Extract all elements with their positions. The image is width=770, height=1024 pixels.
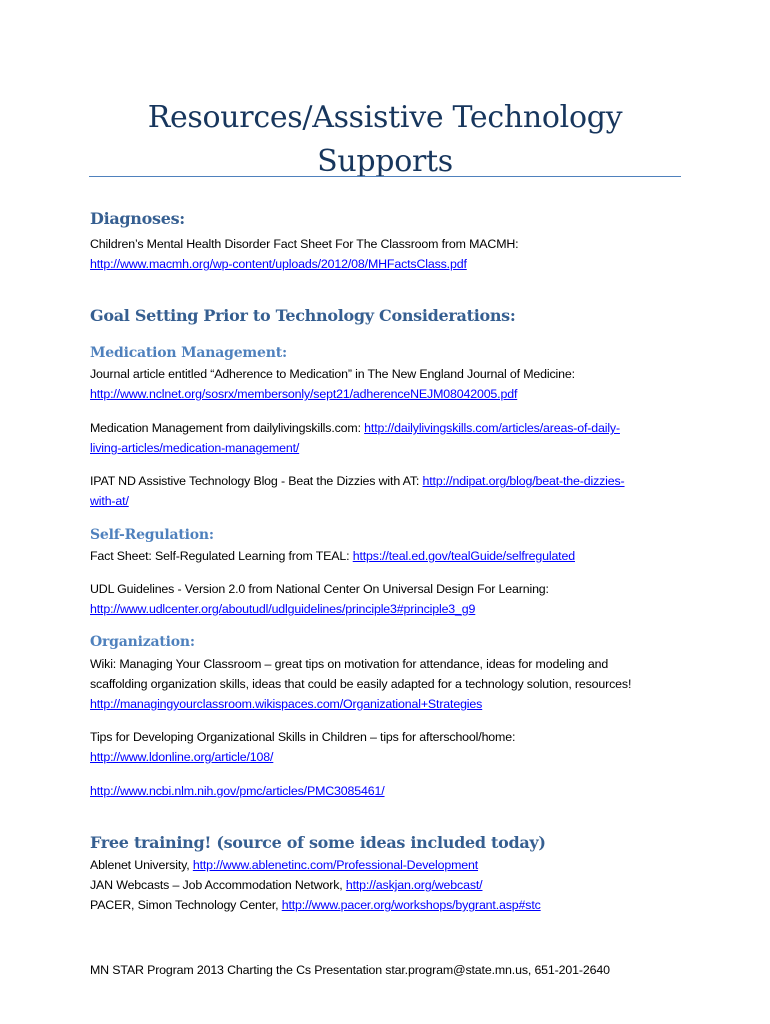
medication-item-2 <box>90 418 690 458</box>
managingyourclassroom-link[interactable]: http://managingyourclassroom.wikispaces.com/Organizational+Strategies <box>90 697 483 711</box>
organization-item-1 <box>90 654 690 714</box>
medication-item-3-text: IPAT ND Assistive Technology Blog - Beat the Dizzies with AT: <box>90 474 423 488</box>
free-training-list <box>90 855 690 915</box>
nclnet-link[interactable]: http://www.nclnet.org/sosrx/membersonly/sept21/adherenceNEJM08042005.pdf <box>90 387 518 401</box>
goal-setting-heading: Goal Setting Prior to Technology Considerations: <box>90 306 516 325</box>
self-regulation-heading: Self-Regulation: <box>90 527 214 543</box>
organization-item-1-line-1: Wiki: Managing Your Classroom – great tips on motivation for attendance, ideas for modeling and <box>90 657 609 671</box>
page-title-line1: Resources/Assistive Technology <box>147 100 623 135</box>
ncbi-link[interactable]: http://www.ncbi.nlm.nih.gov/pmc/articles/PMC3085461/ <box>90 784 385 798</box>
ndipat-link-continued[interactable]: with-at/ <box>90 494 129 508</box>
page-title-line2: Supports <box>317 144 453 179</box>
footer-text: MN STAR Program 2013 Charting the Cs Presentation star.program@state.mn.us, 651-201-2640 <box>90 963 610 977</box>
self-regulation-item-2-text: UDL Guidelines - Version 2.0 from National Center On Universal Design For Learning: <box>90 582 549 596</box>
free-training-heading: Free training! (source of some ideas included today) <box>90 833 546 852</box>
jan-text: JAN Webcasts – Job Accommodation Network, <box>90 878 346 892</box>
ldonline-link[interactable]: http://www.ldonline.org/article/108/ <box>90 750 274 764</box>
medication-heading: Medication Management: <box>90 345 287 361</box>
self-regulation-item-2 <box>90 579 690 619</box>
self-regulation-item-1-text: Fact Sheet: Self-Regulated Learning from TEAL: <box>90 549 353 563</box>
macmh-link[interactable]: http://www.macmh.org/wp-content/uploads/2012/08/MHFactsClass.pdf <box>90 257 467 271</box>
organization-item-2 <box>90 727 690 767</box>
medication-item-1-text: Journal article entitled “Adherence to Medication” in The New England Journal of Medicine: <box>90 367 575 381</box>
pacer-text: PACER, Simon Technology Center, <box>90 898 282 912</box>
self-regulation-item-1 <box>90 546 690 566</box>
diagnoses-heading: Diagnoses: <box>90 209 185 228</box>
ndipat-link[interactable]: http://ndipat.org/blog/beat-the-dizzies- <box>422 474 625 488</box>
ablenet-text: Ablenet University, <box>90 858 193 872</box>
title-divider <box>89 176 681 177</box>
dailylivingskills-link[interactable]: http://dailylivingskills.com/articles/areas-of-daily- <box>364 421 620 435</box>
medication-item-3 <box>90 471 690 511</box>
diagnoses-text <box>90 234 690 274</box>
medication-item-2-text: Medication Management from dailylivingskills.com: <box>90 421 365 435</box>
udlcenter-link[interactable]: http://www.udlcenter.org/aboutudl/udlguidelines/principle3#principle3_g9 <box>90 602 476 616</box>
organization-heading: Organization: <box>90 634 195 650</box>
teal-link[interactable]: https://teal.ed.gov/tealGuide/selfregulated <box>352 549 575 563</box>
organization-item-1-line-2: scaffolding organization skills, ideas that could be easily adapted for a technology solution, resources! <box>90 677 632 691</box>
dailylivingskills-link-continued[interactable]: living-articles/medication-management/ <box>90 441 300 455</box>
pacer-link[interactable]: http://www.pacer.org/workshops/bygrant.asp#stc <box>281 898 541 912</box>
organization-item-2-text: Tips for Developing Organizational Skills in Children – tips for afterschool/home: <box>90 730 516 744</box>
medication-item-1 <box>90 364 690 404</box>
diagnoses-description: Children’s Mental Health Disorder Fact Sheet For The Classroom from MACMH: <box>90 237 519 251</box>
organization-item-3 <box>90 781 690 801</box>
page-title <box>89 96 681 184</box>
askjan-link[interactable]: http://askjan.org/webcast/ <box>345 878 483 892</box>
ablenet-link[interactable]: http://www.ablenetinc.com/Professional-Development <box>192 858 479 872</box>
